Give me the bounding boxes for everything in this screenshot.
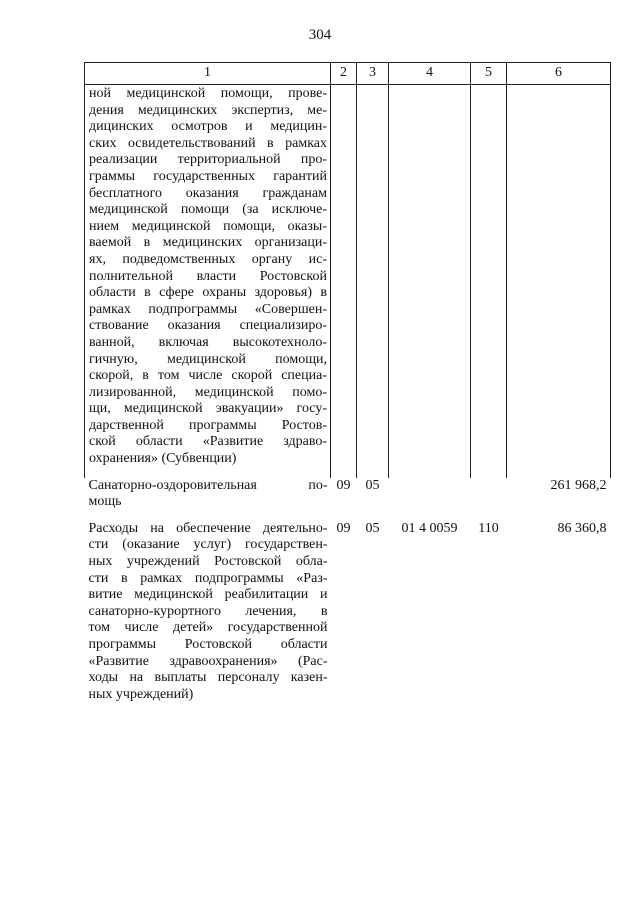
row-target-item: 01 4 0059 <box>401 520 458 536</box>
row-subsection <box>357 85 389 478</box>
row-subsection: 05 <box>365 477 380 493</box>
description-line: мощь <box>88 494 122 510</box>
row-section: 09 <box>336 477 351 493</box>
description-line: ствование оказания специализиро- <box>89 318 327 334</box>
description-line: охранения» (Субвенции) <box>89 451 237 467</box>
column-header-2: 2 <box>331 63 357 85</box>
column-header-3: 3 <box>357 63 389 85</box>
description-line: том числе детей» государственной <box>88 620 328 636</box>
column-header-5: 5 <box>471 63 507 85</box>
description-line: сти в рамках подпрограммы «Раз- <box>88 570 328 586</box>
row-description <box>85 521 331 714</box>
table-row <box>85 478 611 521</box>
description-line: нием медицинской помощи, оказы- <box>89 218 327 234</box>
description-line: лизированной, медицинской помо- <box>89 384 327 400</box>
row-expense-type: 110 <box>478 520 499 536</box>
description-line: граммы государственных гарантий <box>89 168 327 184</box>
description-line: санаторно-курортного лечения, в <box>88 603 328 619</box>
table-row <box>85 85 611 478</box>
description-line: дарственной программы Ростов- <box>89 417 327 433</box>
row-description <box>85 478 331 521</box>
description-line: Расходы на обеспечение деятельно- <box>88 520 328 536</box>
column-header-4: 4 <box>389 63 471 85</box>
row-description <box>85 85 331 478</box>
description-line: ной медицинской помощи, прове- <box>89 86 327 101</box>
column-header-6: 6 <box>507 63 611 85</box>
row-target-item <box>389 85 471 478</box>
description-line: «Развитие здравоохранения» (Рас- <box>88 653 328 669</box>
description-line: реализации территориальной про- <box>89 152 327 168</box>
row-expense-type <box>471 478 507 521</box>
description-line: области в сфере охраны здоровья) в <box>89 285 327 301</box>
row-amount: 86 360,8 <box>557 520 607 536</box>
column-header-1: 1 <box>85 63 331 85</box>
table-row <box>85 521 611 714</box>
description-line: рамках подпрограммы «Совершен- <box>89 301 327 317</box>
description-line: ванной, включая высокотехноло- <box>89 334 327 350</box>
description-line: гичную, медицинской помощи, <box>89 351 327 367</box>
row-amount <box>507 85 611 478</box>
description-line: Санаторно-оздоровительная по- <box>88 477 328 493</box>
description-line: ской области «Развитие здраво- <box>89 434 327 450</box>
description-line: ходы на выплаты персоналу казен- <box>88 670 328 686</box>
description-line: ях, подведомственных органу ис- <box>89 251 327 267</box>
row-subsection: 05 <box>365 520 380 536</box>
budget-table <box>84 62 611 713</box>
description-line: дения медицинских экспертиз, ме- <box>89 102 327 118</box>
row-section <box>331 85 357 478</box>
description-line: ных учреждений Ростовской обла- <box>88 554 328 570</box>
description-line: дицинских осмотров и медицин- <box>89 119 327 135</box>
row-expense-type <box>471 85 507 478</box>
description-line: витие медицинской реабилитации и <box>88 587 328 603</box>
page-number: 304 <box>308 27 332 43</box>
row-amount: 261 968,2 <box>550 477 607 493</box>
description-line: ных учреждений) <box>88 686 194 702</box>
description-line: бесплатного оказания гражданам <box>89 185 327 201</box>
description-line: полнительной власти Ростовской <box>89 268 327 284</box>
description-line: медицинской помощи (за исключе- <box>89 202 327 218</box>
description-line: щи, медицинской эвакуации» госу- <box>89 401 327 417</box>
description-line: сти (оказание услуг) государствен- <box>88 537 328 553</box>
row-section: 09 <box>336 520 351 536</box>
table-header <box>85 63 611 85</box>
description-line: ваемой в медицинских организаци- <box>89 235 327 251</box>
description-line: скорой, в том числе скорой специа- <box>89 368 327 384</box>
description-line: ских освидетельствований в рамках <box>89 135 327 151</box>
row-target-item <box>389 478 471 521</box>
description-line: программы Ростовской области <box>88 637 328 652</box>
